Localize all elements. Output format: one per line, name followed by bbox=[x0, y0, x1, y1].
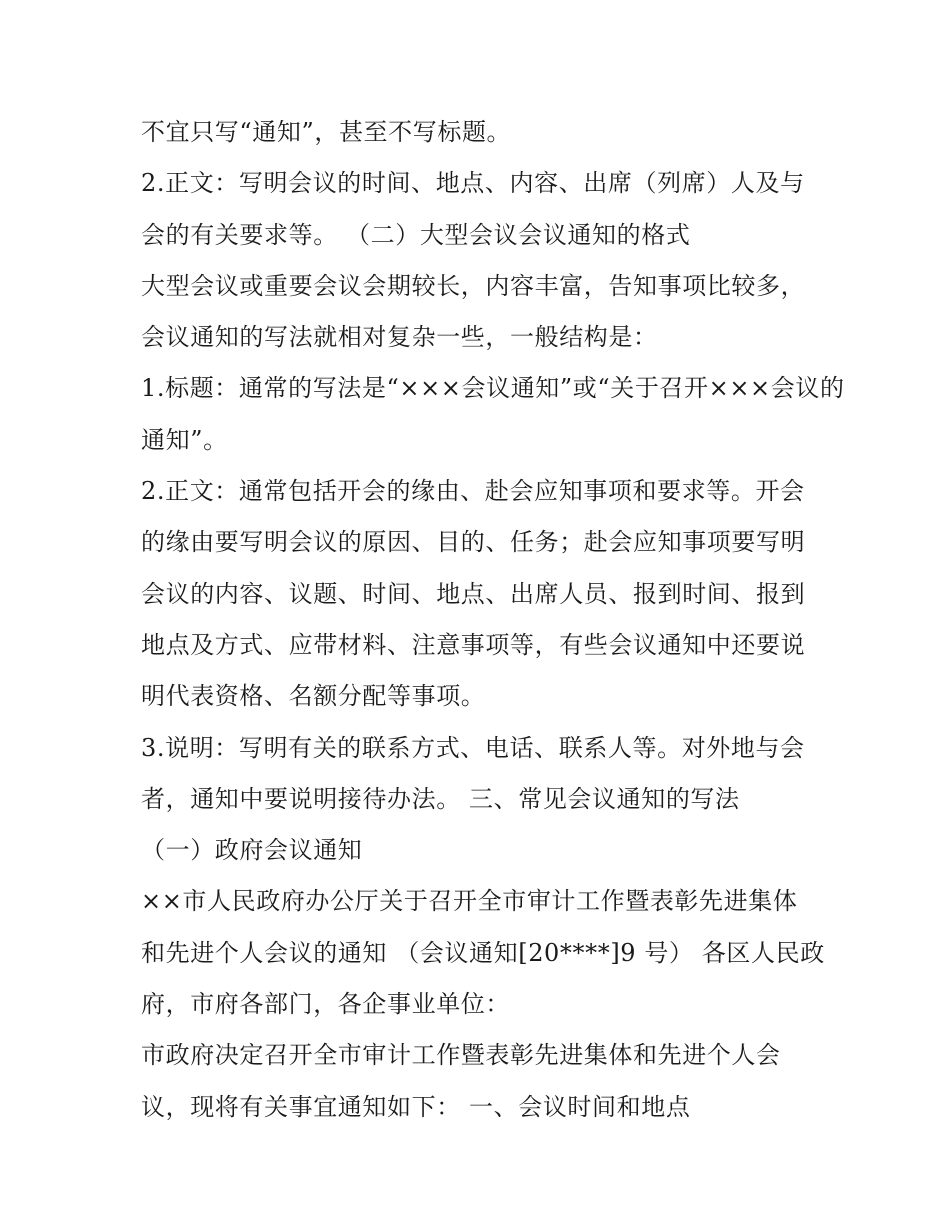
text-line-15: （一）政府会议通知 bbox=[141, 836, 363, 865]
text-line-13: 3.说明：写明有关的联系方式、电话、联系人等。对外地与会 bbox=[141, 733, 805, 762]
text-line-1: 不宜只写“通知”，甚至不写标题。 bbox=[141, 118, 512, 146]
text-line-8: 2.正文：通常包括开会的缘由、赴会应知事项和要求等。开会 bbox=[141, 477, 805, 506]
text-line-16: ××市人民政府办公厅关于召开全市审计工作暨表彰先进集体 bbox=[141, 887, 798, 916]
text-line-11: 地点及方式、应带材料、注意事项等，有些会议通知中还要说 bbox=[141, 630, 806, 659]
text-line-12: 明代表资格、名额分配等事项。 bbox=[141, 682, 486, 711]
text-line-20: 议，现将有关事宜通知如下： 一、会议时间和地点 bbox=[141, 1092, 691, 1121]
text-line-5: 会议通知的写法就相对复杂一些，一般结构是： bbox=[141, 323, 658, 352]
document-body bbox=[141, 107, 845, 1133]
text-line-6: 1.标题：通常的写法是“×××会议通知”或“关于召开×××会议的 bbox=[141, 374, 845, 403]
text-line-7: 通知”。 bbox=[141, 425, 228, 454]
text-line-14: 者，通知中要说明接待办法。 三、常见会议通知的写法 bbox=[141, 784, 740, 813]
text-line-19: 市政府决定召开全市审计工作暨表彰先进集体和先进个人会 bbox=[141, 1041, 781, 1070]
text-line-3: 会的有关要求等。 （二）大型会议会议通知的格式 bbox=[141, 220, 691, 249]
text-line-2: 2.正文：写明会议的时间、地点、内容、出席（列席）人及与 bbox=[141, 169, 805, 198]
text-line-10: 会议的内容、议题、时间、地点、出席人员、报到时间、报到 bbox=[141, 579, 806, 608]
text-line-9: 的缘由要写明会议的原因、目的、任务；赴会应知事项要写明 bbox=[141, 528, 806, 557]
text-line-17: 和先进个人会议的通知 （会议通知[20****]9 号） 各区人民政 bbox=[141, 938, 825, 967]
text-line-4: 大型会议或重要会议会期较长，内容丰富，告知事项比较多， bbox=[141, 271, 806, 300]
text-line-18: 府，市府各部门，各企事业单位： bbox=[141, 990, 510, 1019]
